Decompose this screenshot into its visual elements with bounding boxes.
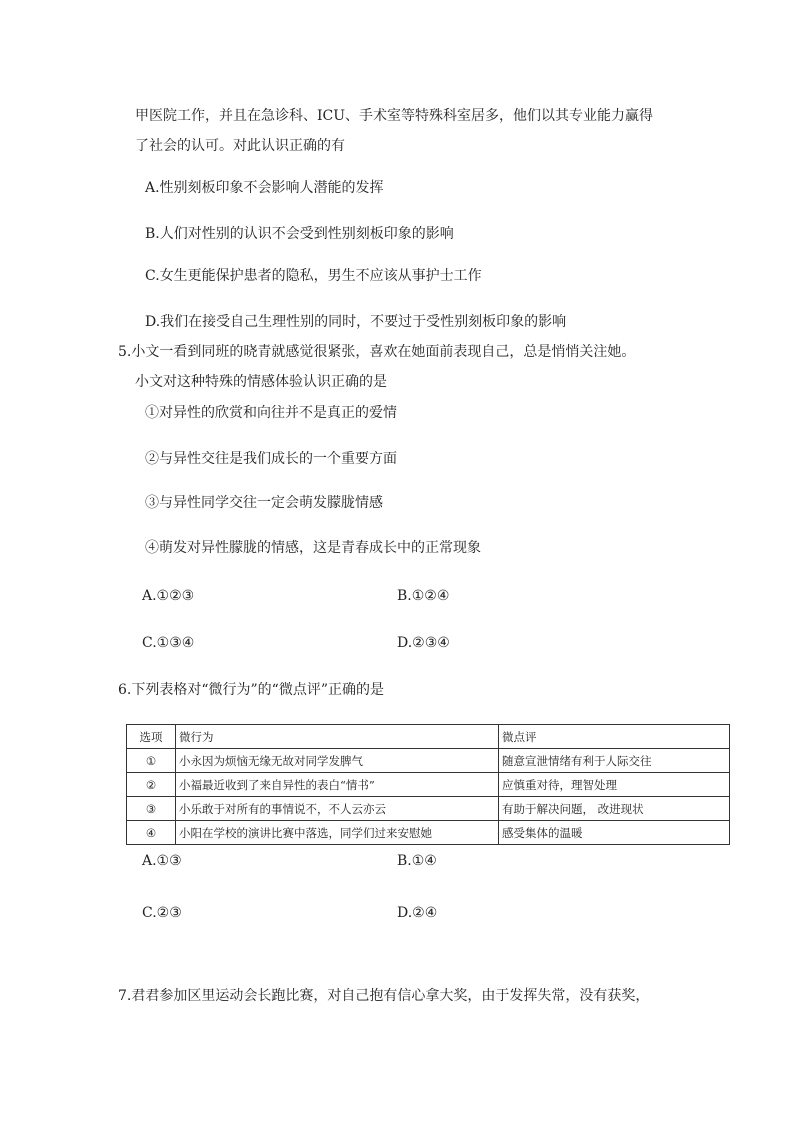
q4-stem-line1: 甲医院工作，并且在急诊科、ICU、手术室等特殊科室居多，他们以其专业能力赢得 <box>135 108 654 124</box>
table-row <box>127 749 730 773</box>
q5-statement-2: ②与异性交往是我们成长的一个重要方面 <box>145 451 397 467</box>
table-row <box>127 773 730 797</box>
q6-stem: 6.下列表格对“微行为”的“微点评”正确的是 <box>118 682 384 698</box>
q6-option-a: A.①③ <box>142 853 182 869</box>
q4-option-c: C.女生更能保护患者的隐私，男生不应该从事护士工作 <box>145 268 482 284</box>
table-cell: 应慎重对待，理智处理 <box>499 773 730 797</box>
q4-option-a: A.性别刻板印象不会影响人潜能的发挥 <box>145 180 384 196</box>
table-header-row <box>127 725 730 749</box>
q5-option-d: D.②③④ <box>397 635 450 651</box>
table-cell: 有助于解决问题， 改进现状 <box>499 797 730 821</box>
table-cell: ④ <box>127 821 176 845</box>
table-header-cell: 选项 <box>127 725 176 749</box>
table-cell: 随意宣泄情绪有利于人际交往 <box>499 749 730 773</box>
table-header-cell: 微点评 <box>499 725 730 749</box>
q5-stem-line1: 5.小文一看到同班的晓青就感觉很紧张，喜欢在她面前表现自己，总是悄悄关注她。 <box>118 344 636 360</box>
q5-option-a: A.①②③ <box>142 588 195 604</box>
q6-table <box>126 724 730 845</box>
q7-stem-line1: 7.君君参加区里运动会长跑比赛，对自己抱有信心拿大奖，由于发挥失常，没有获奖， <box>118 988 650 1004</box>
table-header-cell: 微行为 <box>176 725 499 749</box>
q5-stem-line2: 小文对这种特殊的情感体验认识正确的是 <box>135 374 387 390</box>
q4-option-d: D.我们在接受自己生理性别的同时，不要过于受性别刻板印象的影响 <box>145 314 567 330</box>
q5-option-b: B.①②④ <box>397 588 450 604</box>
q5-statement-1: ①对异性的欣赏和向往并不是真正的爱情 <box>145 405 397 421</box>
q4-stem-line2: 了社会的认可。对此认识正确的有 <box>135 138 345 154</box>
q4-option-b: B.人们对性别的认识不会受到性别刻板印象的影响 <box>145 226 454 242</box>
table-cell: 小阳在学校的演讲比赛中落选，同学们过来安慰她 <box>176 821 499 845</box>
table-cell: 感受集体的温暖 <box>499 821 730 845</box>
q6-option-b: B.①④ <box>397 853 437 869</box>
table-row <box>127 821 730 845</box>
table-cell: 小乐敢于对所有的事情说不，不人云亦云 <box>176 797 499 821</box>
table-row <box>127 797 730 821</box>
q6-option-c: C.②③ <box>142 905 182 921</box>
table-cell: ③ <box>127 797 176 821</box>
table-cell: ② <box>127 773 176 797</box>
table-cell: ① <box>127 749 176 773</box>
table-cell: 小永因为烦恼无缘无故对同学发脾气 <box>176 749 499 773</box>
q5-statement-4: ④萌发对异性朦胧的情感，这是青春成长中的正常现象 <box>145 540 481 556</box>
q5-statement-3: ③与异性同学交往一定会萌发朦胧情感 <box>145 495 383 511</box>
table-cell: 小福最近收到了来自异性的表白“情书” <box>176 773 499 797</box>
q5-option-c: C.①③④ <box>142 635 195 651</box>
q6-option-d: D.②④ <box>397 905 438 921</box>
